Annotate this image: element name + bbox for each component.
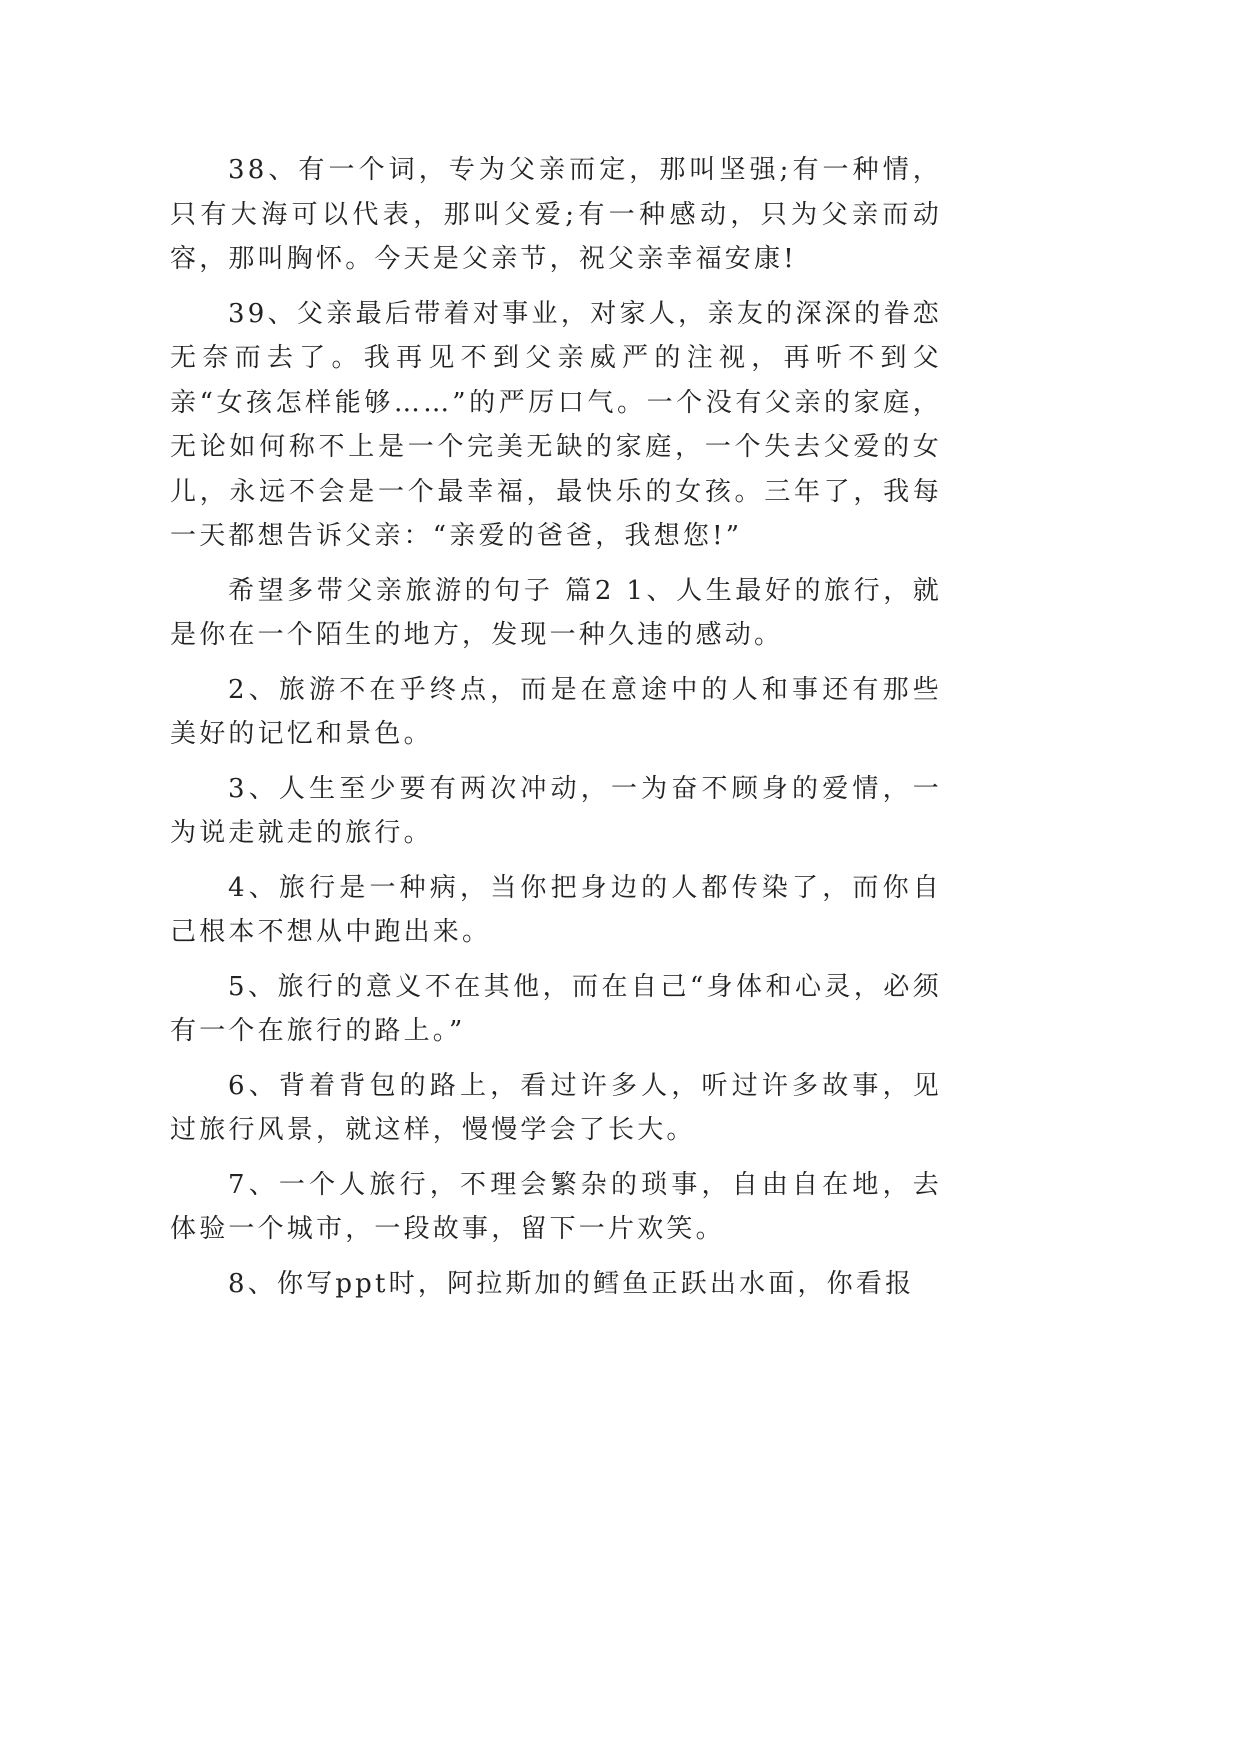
paragraph-item-2: 2、旅游不在乎终点，而是在意途中的人和事还有那些美好的记忆和景色。 (170, 674, 942, 749)
paragraph-item-4: 4、旅行是一种病，当你把身边的人都传染了，而你自己根本不想从中跑出来。 (170, 872, 942, 947)
paragraph-item-7: 7、一个人旅行，不理会繁杂的琐事，自由自在地，去体验一个城市，一段故事，留下一片欢笑。 (170, 1169, 942, 1244)
paragraph-item-6: 6、背着背包的路上，看过许多人，听过许多故事，见过旅行风景，就这样，慢慢学会了长大。 (170, 1070, 942, 1145)
paragraph-item-5: 5、旅行的意义不在其他，而在自己“身体和心灵，必须有一个在旅行的路上。” (170, 971, 942, 1046)
document-body (170, 148, 942, 1316)
paragraph-section-2-item-1: 希望多带父亲旅游的句子 篇2 1、人生最好的旅行，就是你在一个陌生的地方，发现一种久违的感动。 (170, 575, 942, 650)
paragraph-38: 38、有一个词，专为父亲而定，那叫坚强;有一种情，只有大海可以代表，那叫父爱;有一种感动，只为父亲而动容，那叫胸怀。今天是父亲节，祝父亲幸福安康! (170, 155, 942, 274)
paragraph-item-3: 3、人生至少要有两次冲动，一为奋不顾身的爱情，一为说走就走的旅行。 (170, 773, 942, 848)
paragraph-39: 39、父亲最后带着对事业，对家人，亲友的深深的眷恋无奈而去了。我再见不到父亲威严的注视，再听不到父亲“女孩怎样能够……”的严厉口气。一个没有父亲的家庭，无论如何称不上是一个完美无缺的家庭，一个失去父爱的女儿，永远不会是一个最幸福，最快乐的女孩。三年了，我每一天都想告诉父亲：“亲爱的爸爸，我想您!” (170, 298, 942, 551)
paragraph-item-8: 8、你写ppt时，阿拉斯加的鳕鱼正跃出水面，你看报 (228, 1268, 915, 1299)
